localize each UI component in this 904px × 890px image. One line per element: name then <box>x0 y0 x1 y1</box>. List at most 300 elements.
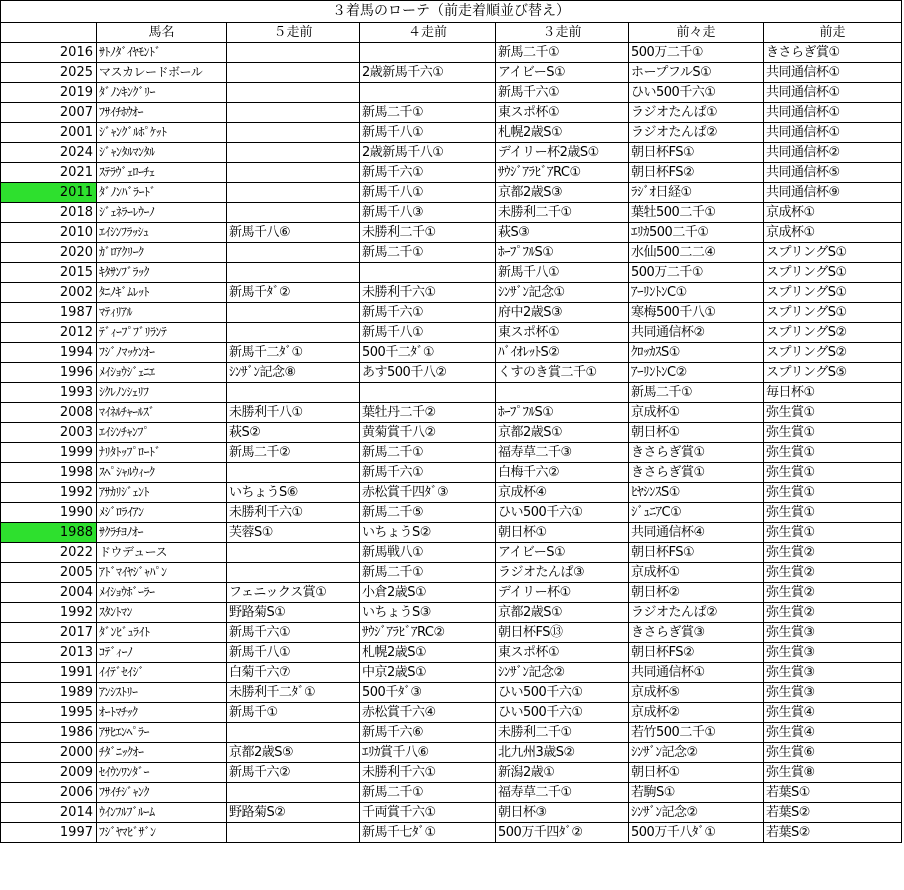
table-row <box>1 223 902 243</box>
race-2-back-cell: 共同通信杯② <box>629 323 764 343</box>
year-cell: 2013 <box>1 643 97 663</box>
race-3-back-cell: ｻｳｼﾞｱﾗﾋﾞｱRC① <box>496 163 629 183</box>
year-cell: 1989 <box>1 683 97 703</box>
last-race-cell: 共同通信杯⑨ <box>764 183 902 203</box>
race-5-back-cell <box>227 823 360 843</box>
race-3-back-cell: 福寿草二千① <box>496 783 629 803</box>
table-row <box>1 663 902 683</box>
header-last-race: 前走 <box>764 23 902 43</box>
race-2-back-cell: 京成杯② <box>629 703 764 723</box>
race-4-back-cell: あす500千八② <box>360 363 496 383</box>
last-race-cell: 共同通信杯① <box>764 83 902 103</box>
table-row <box>1 463 902 483</box>
table-row <box>1 103 902 123</box>
race-3-back-cell: デイリー杯① <box>496 583 629 603</box>
header-race-5-back: ５走前 <box>227 23 360 43</box>
table-row <box>1 63 902 83</box>
table-row <box>1 563 902 583</box>
race-4-back-cell: 中京2歳S① <box>360 663 496 683</box>
horse-name-cell: ﾀﾞﾝﾋﾞｭﾗｲﾄ <box>97 623 227 643</box>
year-cell: 2019 <box>1 83 97 103</box>
last-race-cell: 弥生賞① <box>764 463 902 483</box>
race-4-back-cell: 新馬千八① <box>360 123 496 143</box>
year-cell: 2022 <box>1 543 97 563</box>
table-row <box>1 423 902 443</box>
race-4-back-cell: 葉牡丹二千② <box>360 403 496 423</box>
horse-name-cell: ｼﾞｬﾝﾀﾙﾏﾝﾀﾙ <box>97 143 227 163</box>
race-2-back-cell: ラジオたんぱ② <box>629 123 764 143</box>
horse-name-cell: ｾｲｳﾝﾜﾝﾀﾞｰ <box>97 763 227 783</box>
race-4-back-cell: 赤松賞千六④ <box>360 703 496 723</box>
last-race-cell: 弥生賞① <box>764 443 902 463</box>
race-5-back-cell: 新馬千ﾀﾞ② <box>227 283 360 303</box>
race-2-back-cell: ラジオたんぱ② <box>629 603 764 623</box>
last-race-cell: 共同通信杯① <box>764 123 902 143</box>
horse-name-cell: ｽﾃﾗｳﾞｪﾛｰﾁｪ <box>97 163 227 183</box>
race-2-back-cell: ｱｰﾘﾝﾄﾝC② <box>629 363 764 383</box>
table-row <box>1 723 902 743</box>
race-5-back-cell <box>227 563 360 583</box>
table-row <box>1 403 902 423</box>
table-row <box>1 363 902 383</box>
race-4-back-cell: 未勝利二千① <box>360 223 496 243</box>
race-5-back-cell <box>227 203 360 223</box>
horse-name-cell: ﾀﾞﾉﾝｷﾝｸﾞﾘｰ <box>97 83 227 103</box>
race-5-back-cell: 京都2歳S⑤ <box>227 743 360 763</box>
last-race-cell: 弥生賞③ <box>764 683 902 703</box>
table-row <box>1 123 902 143</box>
year-cell: 2001 <box>1 123 97 143</box>
horse-name-cell: ﾃﾞｨｰﾌﾟﾌﾞﾘﾗﾝﾃ <box>97 323 227 343</box>
last-race-cell: 共同通信杯⑤ <box>764 163 902 183</box>
header-race-2-back: 前々走 <box>629 23 764 43</box>
table-row <box>1 283 902 303</box>
race-2-back-cell: ﾗｼﾞｵ日経① <box>629 183 764 203</box>
race-3-back-cell: ﾊﾞｲｵﾚｯﾄS② <box>496 343 629 363</box>
race-5-back-cell <box>227 103 360 123</box>
race-4-back-cell: いちょうS③ <box>360 603 496 623</box>
horse-name-cell: ﾏﾃｨﾘｱﾙ <box>97 303 227 323</box>
horse-name-cell: ﾒｼﾞﾛﾗｲｱﾝ <box>97 503 227 523</box>
year-cell: 1997 <box>1 823 97 843</box>
race-5-back-cell: 新馬二千② <box>227 443 360 463</box>
year-cell: 2006 <box>1 783 97 803</box>
race-3-back-cell: 京都2歳S③ <box>496 183 629 203</box>
table-row <box>1 303 902 323</box>
race-4-back-cell: 未勝利千六① <box>360 283 496 303</box>
race-3-back-cell: 500万千四ﾀﾞ② <box>496 823 629 843</box>
race-5-back-cell <box>227 463 360 483</box>
table-row <box>1 803 902 823</box>
race-3-back-cell: 新馬千六① <box>496 83 629 103</box>
year-cell: 2018 <box>1 203 97 223</box>
race-3-back-cell: 東スポ杯① <box>496 103 629 123</box>
table-row <box>1 823 902 843</box>
race-3-back-cell: 札幌2歳S① <box>496 123 629 143</box>
race-3-back-cell: ラジオたんぱ③ <box>496 563 629 583</box>
race-3-back-cell: ﾎｰﾌﾟﾌﾙS① <box>496 243 629 263</box>
table-row <box>1 743 902 763</box>
year-cell: 2021 <box>1 163 97 183</box>
horse-name-cell: ｴｲｼﾝﾁｬﾝﾌﾟ <box>97 423 227 443</box>
race-4-back-cell: 新馬二千⑤ <box>360 503 496 523</box>
year-cell: 2011 <box>1 183 97 203</box>
last-race-cell: スプリングS① <box>764 303 902 323</box>
table-row <box>1 763 902 783</box>
table-row <box>1 503 902 523</box>
race-2-back-cell: 500万二千① <box>629 263 764 283</box>
table-row <box>1 183 902 203</box>
horse-name-cell: ｼｸﾚﾉﾝｼｪﾘﾌ <box>97 383 227 403</box>
race-2-back-cell: ひい500千六① <box>629 83 764 103</box>
race-4-back-cell: 2歳新馬千六① <box>360 63 496 83</box>
last-race-cell: 弥生賞② <box>764 583 902 603</box>
table-row <box>1 683 902 703</box>
race-4-back-cell: 新馬二千① <box>360 103 496 123</box>
year-cell: 2002 <box>1 283 97 303</box>
race-2-back-cell: ｸﾛｯｶｽS① <box>629 343 764 363</box>
race-3-back-cell: くすのき賞二千① <box>496 363 629 383</box>
race-2-back-cell: 水仙500二二④ <box>629 243 764 263</box>
race-3-back-cell: ｼﾝｻﾞﾝ記念① <box>496 283 629 303</box>
race-5-back-cell <box>227 783 360 803</box>
race-4-back-cell <box>360 83 496 103</box>
race-4-back-cell: 黄菊賞千八② <box>360 423 496 443</box>
year-cell: 2010 <box>1 223 97 243</box>
race-2-back-cell: 京成杯⑤ <box>629 683 764 703</box>
race-3-back-cell: 新馬二千① <box>496 43 629 63</box>
year-cell: 1990 <box>1 503 97 523</box>
race-3-back-cell: 朝日杯FS⑬ <box>496 623 629 643</box>
race-4-back-cell: ｴﾘｶ賞千八⑥ <box>360 743 496 763</box>
race-4-back-cell: ｻｳｼﾞｱﾗﾋﾞｱRC② <box>360 623 496 643</box>
last-race-cell: スプリングS① <box>764 283 902 303</box>
race-5-back-cell: 未勝利千六① <box>227 503 360 523</box>
horse-name-cell: ﾌｻｲﾁｼﾞｬﾝｸ <box>97 783 227 803</box>
horse-name-cell: ｶﾞﾛｱｸﾘｰｸ <box>97 243 227 263</box>
horse-name-cell: ｻｸﾗﾁﾖﾉｵｰ <box>97 523 227 543</box>
race-5-back-cell: 未勝利千八① <box>227 403 360 423</box>
race-2-back-cell: ｼﾝｻﾞﾝ記念② <box>629 743 764 763</box>
horse-name-cell: ﾌｼﾞﾉﾏｯｹﾝｵｰ <box>97 343 227 363</box>
race-5-back-cell <box>227 323 360 343</box>
horse-name-cell: ドウデュース <box>97 543 227 563</box>
race-5-back-cell: 野路菊S② <box>227 803 360 823</box>
race-3-back-cell: 京都2歳S① <box>496 603 629 623</box>
sheet-title: ３着馬のローテ（前走着順並び替え） <box>0 0 902 22</box>
horse-name-cell: マスカレードボール <box>97 63 227 83</box>
year-cell: 1991 <box>1 663 97 683</box>
race-2-back-cell: ホープフルS① <box>629 63 764 83</box>
last-race-cell: 弥生賞② <box>764 543 902 563</box>
race-2-back-cell: 京成杯① <box>629 563 764 583</box>
race-5-back-cell <box>227 383 360 403</box>
race-5-back-cell: 新馬千六① <box>227 623 360 643</box>
race-2-back-cell: きさらぎ賞① <box>629 463 764 483</box>
race-3-back-cell: 府中2歳S③ <box>496 303 629 323</box>
last-race-cell: 弥生賞④ <box>764 723 902 743</box>
horse-name-cell: ｼﾞｬﾝｸﾞﾙﾎﾟｹｯﾄ <box>97 123 227 143</box>
last-race-cell: スプリングS① <box>764 263 902 283</box>
horse-name-cell: ｱﾄﾞﾏｲﾔｼﾞｬﾊﾟﾝ <box>97 563 227 583</box>
year-cell: 2000 <box>1 743 97 763</box>
race-4-back-cell: 新馬千六① <box>360 163 496 183</box>
horse-name-cell: ｲｲﾃﾞｾｲｼﾞ <box>97 663 227 683</box>
table-row <box>1 583 902 603</box>
race-2-back-cell: 朝日杯② <box>629 583 764 603</box>
race-5-back-cell: 野路菊S① <box>227 603 360 623</box>
race-5-back-cell: 新馬千六② <box>227 763 360 783</box>
race-4-back-cell: 未勝利千六① <box>360 763 496 783</box>
last-race-cell: 弥生賞① <box>764 523 902 543</box>
race-4-back-cell: 新馬二千① <box>360 783 496 803</box>
table-row <box>1 143 902 163</box>
table-row <box>1 43 902 63</box>
year-cell: 1995 <box>1 703 97 723</box>
year-cell: 1986 <box>1 723 97 743</box>
race-3-back-cell: アイビーS① <box>496 543 629 563</box>
race-5-back-cell: 新馬千① <box>227 703 360 723</box>
table-row <box>1 543 902 563</box>
race-5-back-cell <box>227 723 360 743</box>
header-race-3-back: ３走前 <box>496 23 629 43</box>
race-4-back-cell: 小倉2歳S① <box>360 583 496 603</box>
last-race-cell: きさらぎ賞① <box>764 43 902 63</box>
year-cell: 2015 <box>1 263 97 283</box>
race-4-back-cell: 500千ﾀﾞ③ <box>360 683 496 703</box>
table-row <box>1 443 902 463</box>
last-race-cell: スプリングS② <box>764 323 902 343</box>
race-3-back-cell: 福寿草二千③ <box>496 443 629 463</box>
year-cell: 1993 <box>1 383 97 403</box>
race-3-back-cell: 北九州3歳S② <box>496 743 629 763</box>
race-3-back-cell: 新馬千八① <box>496 263 629 283</box>
race-4-back-cell <box>360 383 496 403</box>
race-3-back-cell: 未勝利二千① <box>496 723 629 743</box>
race-5-back-cell: 未勝利千二ﾀﾞ① <box>227 683 360 703</box>
year-cell: 2009 <box>1 763 97 783</box>
race-3-back-cell: 京都2歳S① <box>496 423 629 443</box>
race-3-back-cell: 萩S③ <box>496 223 629 243</box>
table-row <box>1 383 902 403</box>
race-3-back-cell: ﾎｰﾌﾟﾌﾙS① <box>496 403 629 423</box>
last-race-cell: 弥生賞③ <box>764 663 902 683</box>
race-4-back-cell: 新馬二千① <box>360 443 496 463</box>
horse-name-cell: ｱｻｶﾘｼﾞｪﾝﾄ <box>97 483 227 503</box>
race-5-back-cell: 新馬千八① <box>227 643 360 663</box>
horse-name-cell: ｴｲｼﾝﾌﾗｯｼｭ <box>97 223 227 243</box>
last-race-cell: 弥生賞① <box>764 403 902 423</box>
race-4-back-cell: いちょうS② <box>360 523 496 543</box>
race-4-back-cell: 新馬千八③ <box>360 203 496 223</box>
race-2-back-cell: 若駒S① <box>629 783 764 803</box>
race-2-back-cell: 共同通信杯④ <box>629 523 764 543</box>
horse-name-cell: ﾏｲﾈﾙﾁｬｰﾙｽﾞ <box>97 403 227 423</box>
year-cell: 2008 <box>1 403 97 423</box>
race-5-back-cell <box>227 83 360 103</box>
race-3-back-cell: 京成杯④ <box>496 483 629 503</box>
header-horse-name: 馬名 <box>97 23 227 43</box>
race-2-back-cell: 寒梅500千八① <box>629 303 764 323</box>
race-4-back-cell: 赤松賞千四ﾀﾞ③ <box>360 483 496 503</box>
race-4-back-cell: 新馬千六① <box>360 463 496 483</box>
table-row <box>1 323 902 343</box>
table-row <box>1 623 902 643</box>
race-4-back-cell: 新馬千七ﾀﾞ① <box>360 823 496 843</box>
race-5-back-cell: いちょうS⑥ <box>227 483 360 503</box>
race-2-back-cell: 新馬二千① <box>629 383 764 403</box>
header-year <box>1 23 97 43</box>
table-row <box>1 263 902 283</box>
year-cell: 2024 <box>1 143 97 163</box>
race-2-back-cell: きさらぎ賞③ <box>629 623 764 643</box>
year-cell: 1987 <box>1 303 97 323</box>
table-row <box>1 643 902 663</box>
year-cell: 1998 <box>1 463 97 483</box>
race-5-back-cell <box>227 243 360 263</box>
race-2-back-cell: ラジオたんぱ① <box>629 103 764 123</box>
race-2-back-cell: 若竹500二千① <box>629 723 764 743</box>
race-2-back-cell: きさらぎ賞① <box>629 443 764 463</box>
last-race-cell: 若葉S② <box>764 823 902 843</box>
race-3-back-cell: ひい500千六① <box>496 683 629 703</box>
race-3-back-cell: 東スポ杯① <box>496 323 629 343</box>
year-cell: 1992 <box>1 603 97 623</box>
year-cell: 2004 <box>1 583 97 603</box>
race-5-back-cell <box>227 263 360 283</box>
race-5-back-cell <box>227 303 360 323</box>
table-row <box>1 163 902 183</box>
table-row <box>1 83 902 103</box>
race-2-back-cell: 朝日杯FS② <box>629 643 764 663</box>
horse-name-cell: ｳｲﾝﾌﾙﾌﾞﾙｰﾑ <box>97 803 227 823</box>
race-2-back-cell: 朝日杯FS② <box>629 163 764 183</box>
race-2-back-cell: ﾋﾔｼﾝｽS① <box>629 483 764 503</box>
race-3-back-cell: デイリー杯2歳S① <box>496 143 629 163</box>
horse-name-cell: ｽﾍﾟｼｬﾙｳｨｰｸ <box>97 463 227 483</box>
year-cell: 2020 <box>1 243 97 263</box>
table-row <box>1 783 902 803</box>
race-2-back-cell: ｴﾘｶ500二千① <box>629 223 764 243</box>
year-cell: 2014 <box>1 803 97 823</box>
race-4-back-cell: 新馬千八① <box>360 183 496 203</box>
table-row <box>1 343 902 363</box>
race-4-back-cell <box>360 263 496 283</box>
race-2-back-cell: 朝日杯FS① <box>629 143 764 163</box>
last-race-cell: 弥生賞① <box>764 423 902 443</box>
race-5-back-cell: フェニックス賞① <box>227 583 360 603</box>
race-5-back-cell <box>227 63 360 83</box>
race-5-back-cell <box>227 163 360 183</box>
table-row <box>1 703 902 723</box>
race-2-back-cell: 500万千八ﾀﾞ① <box>629 823 764 843</box>
horse-name-cell: ﾌｻｲﾁﾎｳｵｰ <box>97 103 227 123</box>
horse-name-cell: ﾌｼﾞﾔﾏﾋﾞｻﾞﾝ <box>97 823 227 843</box>
race-2-back-cell: 500万二千① <box>629 43 764 63</box>
horse-name-cell: ｼﾞｪﾈﾗｰﾚｳｰﾉ <box>97 203 227 223</box>
race-2-back-cell: 葉牡500二千① <box>629 203 764 223</box>
race-2-back-cell: 朝日杯① <box>629 423 764 443</box>
race-4-back-cell: 新馬千六⑥ <box>360 723 496 743</box>
race-2-back-cell: 京成杯① <box>629 403 764 423</box>
race-3-back-cell <box>496 383 629 403</box>
horse-name-cell: ﾁﾀﾞﾆｯｸｵｰ <box>97 743 227 763</box>
last-race-cell: 京成杯① <box>764 203 902 223</box>
horse-name-cell: ﾒｲｼｮｳﾎﾞｰﾗｰ <box>97 583 227 603</box>
last-race-cell: 若葉S① <box>764 783 902 803</box>
table-row <box>1 483 902 503</box>
race-4-back-cell: 新馬二千① <box>360 243 496 263</box>
table-row <box>1 243 902 263</box>
horse-name-cell: ｺﾃﾞｨｰﾉ <box>97 643 227 663</box>
race-4-back-cell: 新馬千八① <box>360 323 496 343</box>
race-4-back-cell: 2歳新馬千八① <box>360 143 496 163</box>
race-4-back-cell: 新馬二千① <box>360 563 496 583</box>
last-race-cell: 弥生賞⑧ <box>764 763 902 783</box>
year-cell: 2016 <box>1 43 97 63</box>
last-race-cell: 共同通信杯② <box>764 143 902 163</box>
year-cell: 1992 <box>1 483 97 503</box>
year-cell: 2025 <box>1 63 97 83</box>
last-race-cell: 共同通信杯① <box>764 103 902 123</box>
horse-name-cell: ﾀﾞﾉﾝﾊﾞﾗｰﾄﾞ <box>97 183 227 203</box>
last-race-cell: スプリングS② <box>764 343 902 363</box>
horse-name-cell: ｵｰﾄﾏﾁｯｸ <box>97 703 227 723</box>
year-cell: 2012 <box>1 323 97 343</box>
header-race-4-back: ４走前 <box>360 23 496 43</box>
last-race-cell: スプリングS⑤ <box>764 363 902 383</box>
race-3-back-cell: 白梅千六② <box>496 463 629 483</box>
race-2-back-cell: 朝日杯FS① <box>629 543 764 563</box>
last-race-cell: 弥生賞② <box>764 563 902 583</box>
year-cell: 2003 <box>1 423 97 443</box>
header-row <box>1 23 902 43</box>
race-3-back-cell: 朝日杯③ <box>496 803 629 823</box>
year-cell: 2007 <box>1 103 97 123</box>
race-4-back-cell: 千両賞千六① <box>360 803 496 823</box>
race-5-back-cell: 新馬千八⑥ <box>227 223 360 243</box>
race-5-back-cell: 白菊千六⑦ <box>227 663 360 683</box>
race-3-back-cell: 東スポ杯① <box>496 643 629 663</box>
race-3-back-cell: ひい500千六① <box>496 703 629 723</box>
race-4-back-cell: 新馬戦八① <box>360 543 496 563</box>
last-race-cell: 弥生賞③ <box>764 623 902 643</box>
race-4-back-cell: 500千二ﾀﾞ① <box>360 343 496 363</box>
horse-name-cell: ｽﾀﾝﾄﾏﾝ <box>97 603 227 623</box>
race-3-back-cell: 朝日杯① <box>496 523 629 543</box>
last-race-cell: 若葉S② <box>764 803 902 823</box>
year-cell: 2005 <box>1 563 97 583</box>
horse-name-cell: ﾀﾆﾉｷﾞﾑﾚｯﾄ <box>97 283 227 303</box>
last-race-cell: 弥生賞② <box>764 603 902 623</box>
race-2-back-cell: 共同通信杯① <box>629 663 764 683</box>
race-2-back-cell: ｼﾝｻﾞﾝ記念② <box>629 803 764 823</box>
race-3-back-cell: アイビーS① <box>496 63 629 83</box>
horse-name-cell: ｷﾀｻﾝﾌﾞﾗｯｸ <box>97 263 227 283</box>
race-4-back-cell: 新馬千六① <box>360 303 496 323</box>
race-3-back-cell: ひい500千六① <box>496 503 629 523</box>
last-race-cell: 弥生賞① <box>764 503 902 523</box>
year-cell: 1994 <box>1 343 97 363</box>
year-cell: 1988 <box>1 523 97 543</box>
table-row <box>1 603 902 623</box>
race-5-back-cell: 萩S② <box>227 423 360 443</box>
last-race-cell: 毎日杯① <box>764 383 902 403</box>
table-row <box>1 523 902 543</box>
race-5-back-cell: 芙蓉S① <box>227 523 360 543</box>
year-cell: 1999 <box>1 443 97 463</box>
race-2-back-cell: ｱｰﾘﾝﾄﾝC① <box>629 283 764 303</box>
